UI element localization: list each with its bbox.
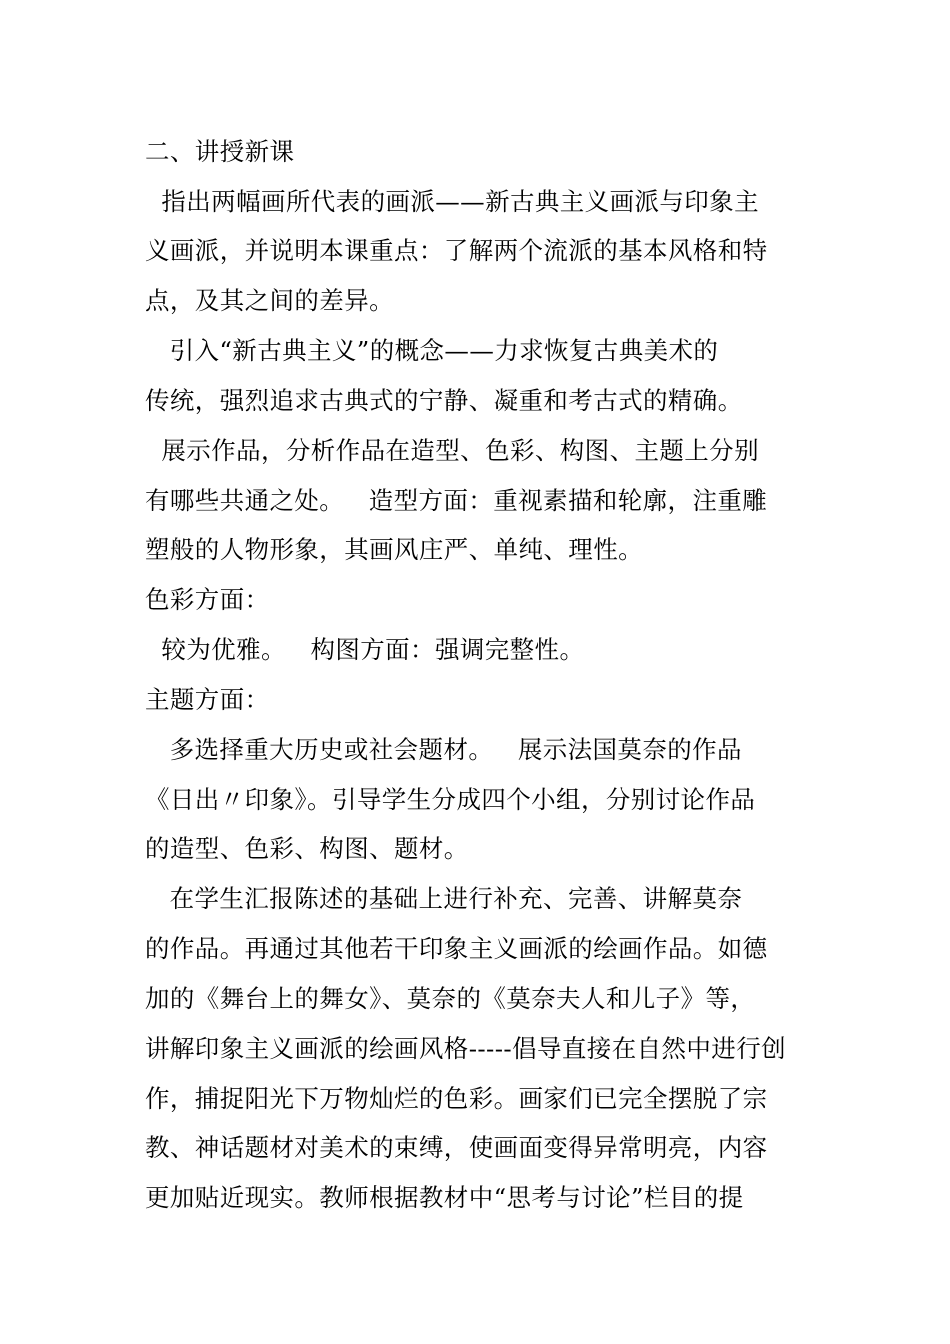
paragraph-line: 作，捕捉阳光下万物灿烂的色彩。画家们已完全摆脱了宗 <box>145 1084 768 1113</box>
paragraph-line: 传统，强烈追求古典式的宁静、凝重和考古式的精确。 <box>145 386 743 415</box>
paragraph-line: 展示作品，分析作品在造型、色彩、构图、主题上分别 <box>145 436 759 465</box>
paragraph-line <box>145 187 759 217</box>
paragraph-line: 在学生汇报陈述的基础上进行补充、完善、讲解莫奈 <box>145 884 743 913</box>
paragraph-line: 加的《舞台上的舞女》、莫奈的《莫奈夫人和儿子》等， <box>145 984 756 1013</box>
paragraph-line: 更加贴近现实。教师根据教材中“思考与讨论”栏目的提 <box>145 1183 744 1212</box>
paragraph-line: 有哪些共通之处。 造型方面：重视素描和轮廓，注重雕 <box>145 486 768 515</box>
paragraph-line: 的作品。再通过其他若干印象主义画派的绘画作品。如德 <box>145 934 768 963</box>
paragraph-line: 教、神话题材对美术的束缚，使画面变得异常明亮，内容 <box>145 1133 768 1162</box>
section-heading: 二、讲授新课 <box>145 137 295 166</box>
paragraph-line: 点，及其之间的差异。 <box>145 286 394 315</box>
paragraph-line: 的造型、色彩、构图、题材。 <box>145 834 469 863</box>
paragraph-line: 义画派，并说明本课重点：了解两个流派的基本风格和特 <box>145 236 768 265</box>
paragraph-line: 较为优雅。 构图方面：强调完整性。 <box>145 635 585 664</box>
paragraph-line: 《日出〃印象》。引导学生分成四个小组，分别讨论作品 <box>145 785 756 814</box>
paragraph-line: 引入“新古典主义”的概念——力求恢复古典美术的 <box>145 336 719 365</box>
paragraph-line: 色彩方面： <box>145 585 270 614</box>
paragraph-line: 塑般的人物形象，其画风庄严、单纯、理性。 <box>145 535 643 564</box>
paragraph-line-text: 指出两幅画所代表的画派——新古典主义画派与印象主 <box>145 187 759 216</box>
paragraph-line: 主题方面： <box>145 685 270 714</box>
paragraph-line: 讲解印象主义画派的绘画风格-----倡导直接在自然中进行创 <box>145 1034 786 1063</box>
paragraph-line: 多选择重大历史或社会题材。 展示法国莫奈的作品 <box>145 735 742 764</box>
